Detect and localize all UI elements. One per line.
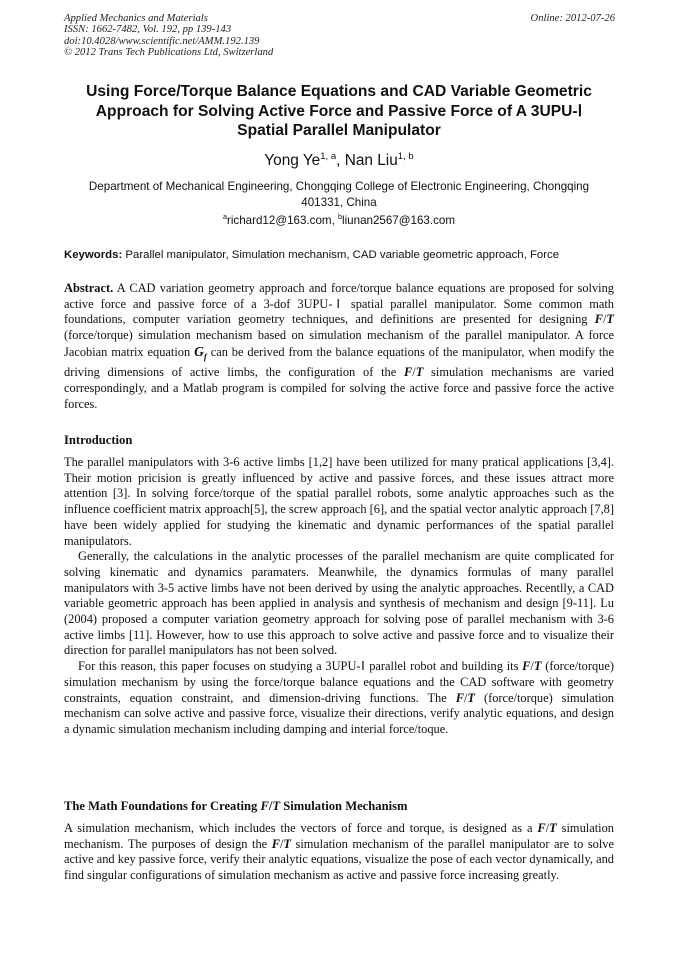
symbol-slash: / [412,365,416,380]
email-b-mark: b [338,212,343,222]
symbol-f: F [404,365,413,380]
symbol-slash: / [279,836,284,851]
abstract-text-1: A CAD variation geometry approach and force/torque balance equations are proposed for solving active force and passive force of a 3-dof 3UPU-Ⅰ spatial parallel manipulator. Some common math foundations, computer variation geometry techniques, and definitions are presented for designing [64,281,614,327]
title-line-2: Approach for Solving Active Force and Passive Force of A 3UPU-Ⅰ [95,102,583,120]
intro-paragraph-2: Generally, the calculations in the analytic processes of the parallel mechanism are quite complicated for solving kinematic and dynamics paramaters. Meanwhile, the dynamics formulas of many parallel manipulators with 3-5 active limbs have not been derived by using the analytic approaches. Recentlly, a CAD variable geometric approach has been applied in analysis and synthesis of mechanism and design [9-11]. Lu (2004) proposed a computer variation geometry approach for solving pose of parallel mechanism with 3-6 active limbs [11]. However, how to use this approach to solve active and passive force and to visualize their direction for parallel manipulators has not been solved. [64,549,614,658]
symbol-gf [194,343,207,362]
email-a-mark: a [222,212,227,222]
paper-title [64,82,614,141]
symbol-slash: / [268,799,273,813]
intro-paragraph-1: The parallel manipulators with 3-6 active limbs [1,2] have been utilized for many pratical applications [3,4]. Their motion pricision is greatly influenced by active and passive forces, and these issues attract more attention [3]. In solving force/torque of the spatial parallel robots, some analytic approaches such as the influence coefficient matrix approach[5], the screw approach [6], and the spatial vector analytic approach [7,8] have been widely applied for studying the kinematic and dynamic performances of the spatial parallel manipulators. [64,455,614,548]
journal-doi: doi:10.4028/www.scientific.net/AMM.192.139 [64,35,260,47]
symbol-t: T [272,799,281,813]
symbol-t: T [606,312,614,327]
symbol-t: T [283,836,291,851]
affiliation [64,179,614,210]
author-separator: , [336,152,345,169]
author-list [64,152,614,170]
journal-header [64,13,273,59]
symbol-t: T [549,821,557,835]
symbol-f: F [260,799,269,813]
keywords-label: Keywords: [64,249,123,261]
symbol-f: F [455,690,464,705]
section2-heading-a: The Math Foundations for Creating [64,799,261,813]
author-1: Yong Ye [264,152,321,169]
journal-name: Applied Mechanics and Materials [64,13,208,24]
symbol-t: T [533,659,542,674]
journal-issn: ISSN: 1662-7482, Vol. 192, pp 139-143 [64,24,232,36]
section2-text-a: A simulation mechanism, which includes the vectors of force and torque, is designed as a [64,821,538,835]
keywords-text: Parallel manipulator, Simulation mechanism, CAD variable geometric approach, Force [122,249,560,261]
section2-heading-b: Simulation Mechanism [280,799,408,813]
abstract [64,281,614,412]
symbol-g: G [194,343,204,359]
title-line-3: Spatial Parallel Manipulator [237,122,441,139]
introduction-body [64,455,614,738]
symbol-slash: / [545,821,550,835]
symbol-f: F [271,836,280,851]
online-date: Online: 2012-07-26 [530,13,615,24]
symbol-slash: / [463,690,468,705]
journal-copyright: © 2012 Trans Tech Publications Ltd, Switzerland [64,47,274,59]
symbol-slash: / [602,312,607,327]
author-2-affiliation-mark: 1, b [397,150,414,162]
intro-p3-text-b: (force/torque) simulation mechanism by using the force/torque balance equations and the CAD software with geometry constraints, equation constraint, and dimension-driving functions. The [64,659,614,705]
email-b: liunan2567@163.com [342,214,455,227]
abstract-text-2: (force/torque) simulation mechanism based on simulation mechanism of the parallel manipulator. A force Jacobian matrix equation [64,328,614,359]
symbol-slash: / [530,659,534,674]
author-2: Nan Liu [344,152,398,169]
author-emails [64,213,614,228]
author-1-affiliation-mark: 1, a [320,150,337,162]
symbol-g-subscript: f [203,351,207,362]
symbol-f: F [537,821,546,835]
email-separator: , [331,214,339,227]
intro-p3-text-a: For this reason, this paper focuses on studying a 3UPU-Ⅰ parallel robot and building its [78,659,523,674]
section2-text-c: simulation mechanism of the parallel manipulator are to solve active and key passive force, verify their analytic equations, visualize the pose of each vector dynamically, and find singular configurations of simulation mechanism as active and passive force increasing greatly. [64,836,614,883]
affiliation-line-1: Department of Mechanical Engineering, Chongqing College of Electronic Engineering, Chongqing [88,180,590,193]
math-foundations-heading [64,799,614,815]
symbol-t: T [415,365,424,380]
abstract-text-3: can be derived from the balance equations of the manipulator, when modify the driving dimensions of active limbs, the configuration of the [64,344,614,380]
affiliation-line-2: 401331, China [301,195,377,209]
math-foundations-body [64,821,614,884]
symbol-t: T [467,690,475,705]
email-a: richard12@163.com [226,214,332,227]
title-line-1: Using Force/Torque Balance Equations and CAD Variable Geometric [86,83,592,100]
abstract-label: Abstract. [64,281,114,295]
intro-paragraph-3 [64,659,614,738]
section2-text-b: simulation mechanism. The purposes of design the [64,821,614,851]
introduction-heading: Introduction [64,433,133,447]
symbol-f: F [594,312,603,327]
abstract-text-4: simulation mechanisms are varied correspondingly, and a Matlab program is compiled for solving the active force and passive force the active forces. [64,365,614,411]
intro-p3-text-c: (force/torque) simulation mechanism can solve active and passive force, visualize their directions, verify analytic equations, and design a dynamic simulation mechanism including damping and interial force/toque. [64,690,614,736]
symbol-f: F [522,659,531,674]
keywords [64,248,624,263]
